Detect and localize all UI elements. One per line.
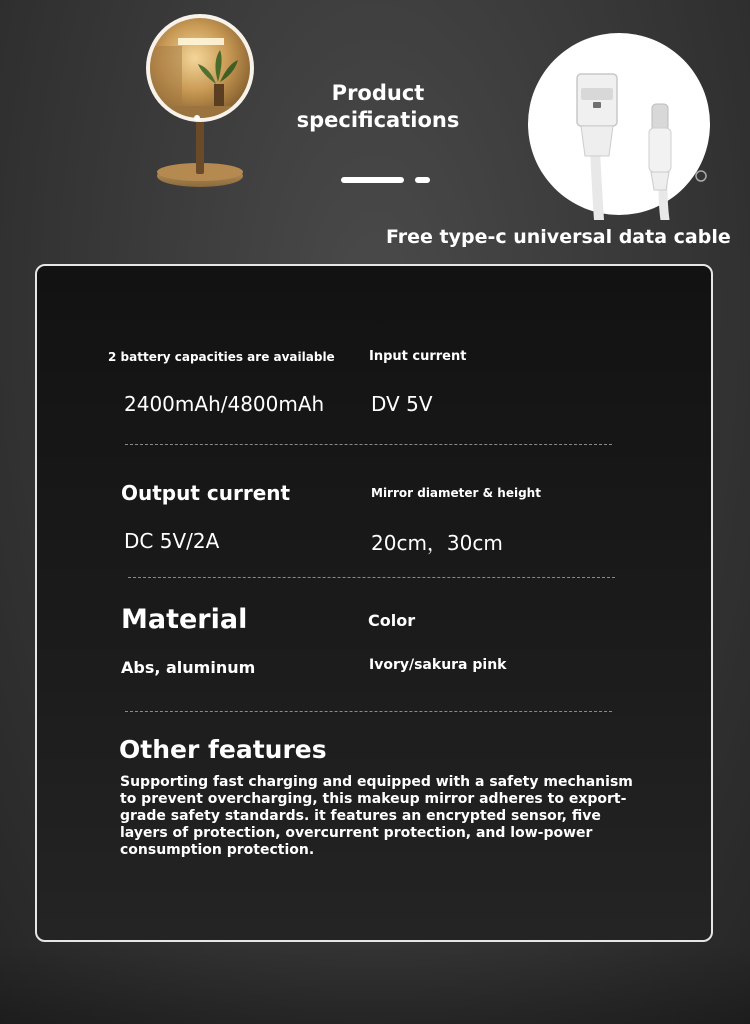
cable-image xyxy=(525,30,715,220)
carousel-indicator xyxy=(415,177,430,183)
input-current-value: DV 5V xyxy=(371,392,433,416)
carousel-indicator-active xyxy=(341,177,404,183)
cable-caption: Free type-c universal data cable xyxy=(386,226,731,248)
material-value: Abs, aluminum xyxy=(121,658,256,677)
mirror-image xyxy=(140,12,260,192)
material-label: Material xyxy=(121,604,248,635)
mirror-size-label: Mirror diameter & height xyxy=(371,486,541,500)
mirror-size-value: 20cm，30cm xyxy=(371,531,503,555)
page-title: Product specifications xyxy=(296,81,460,132)
divider xyxy=(128,577,615,578)
battery-label: 2 battery capacities are available xyxy=(108,350,335,364)
divider xyxy=(125,711,612,712)
color-value: Ivory/sakura pink xyxy=(369,657,507,673)
divider xyxy=(125,444,612,445)
input-current-label: Input current xyxy=(369,349,467,364)
other-features-text: Supporting fast charging and equipped with a safety mechanism to prevent overcharging, this makeup mirror adheres to export-grade safety standards. it features an encrypted sensor, five layers of protection, overcurrent protection, and low-power consumption protection. xyxy=(120,774,633,858)
battery-value: 2400mAh/4800mAh xyxy=(124,392,325,416)
output-current-value: DC 5V/2A xyxy=(124,529,220,553)
output-current-label: Output current xyxy=(121,481,291,505)
other-features-heading: Other features xyxy=(119,735,327,764)
color-label: Color xyxy=(368,611,416,630)
bottom-shadow xyxy=(0,944,750,1024)
